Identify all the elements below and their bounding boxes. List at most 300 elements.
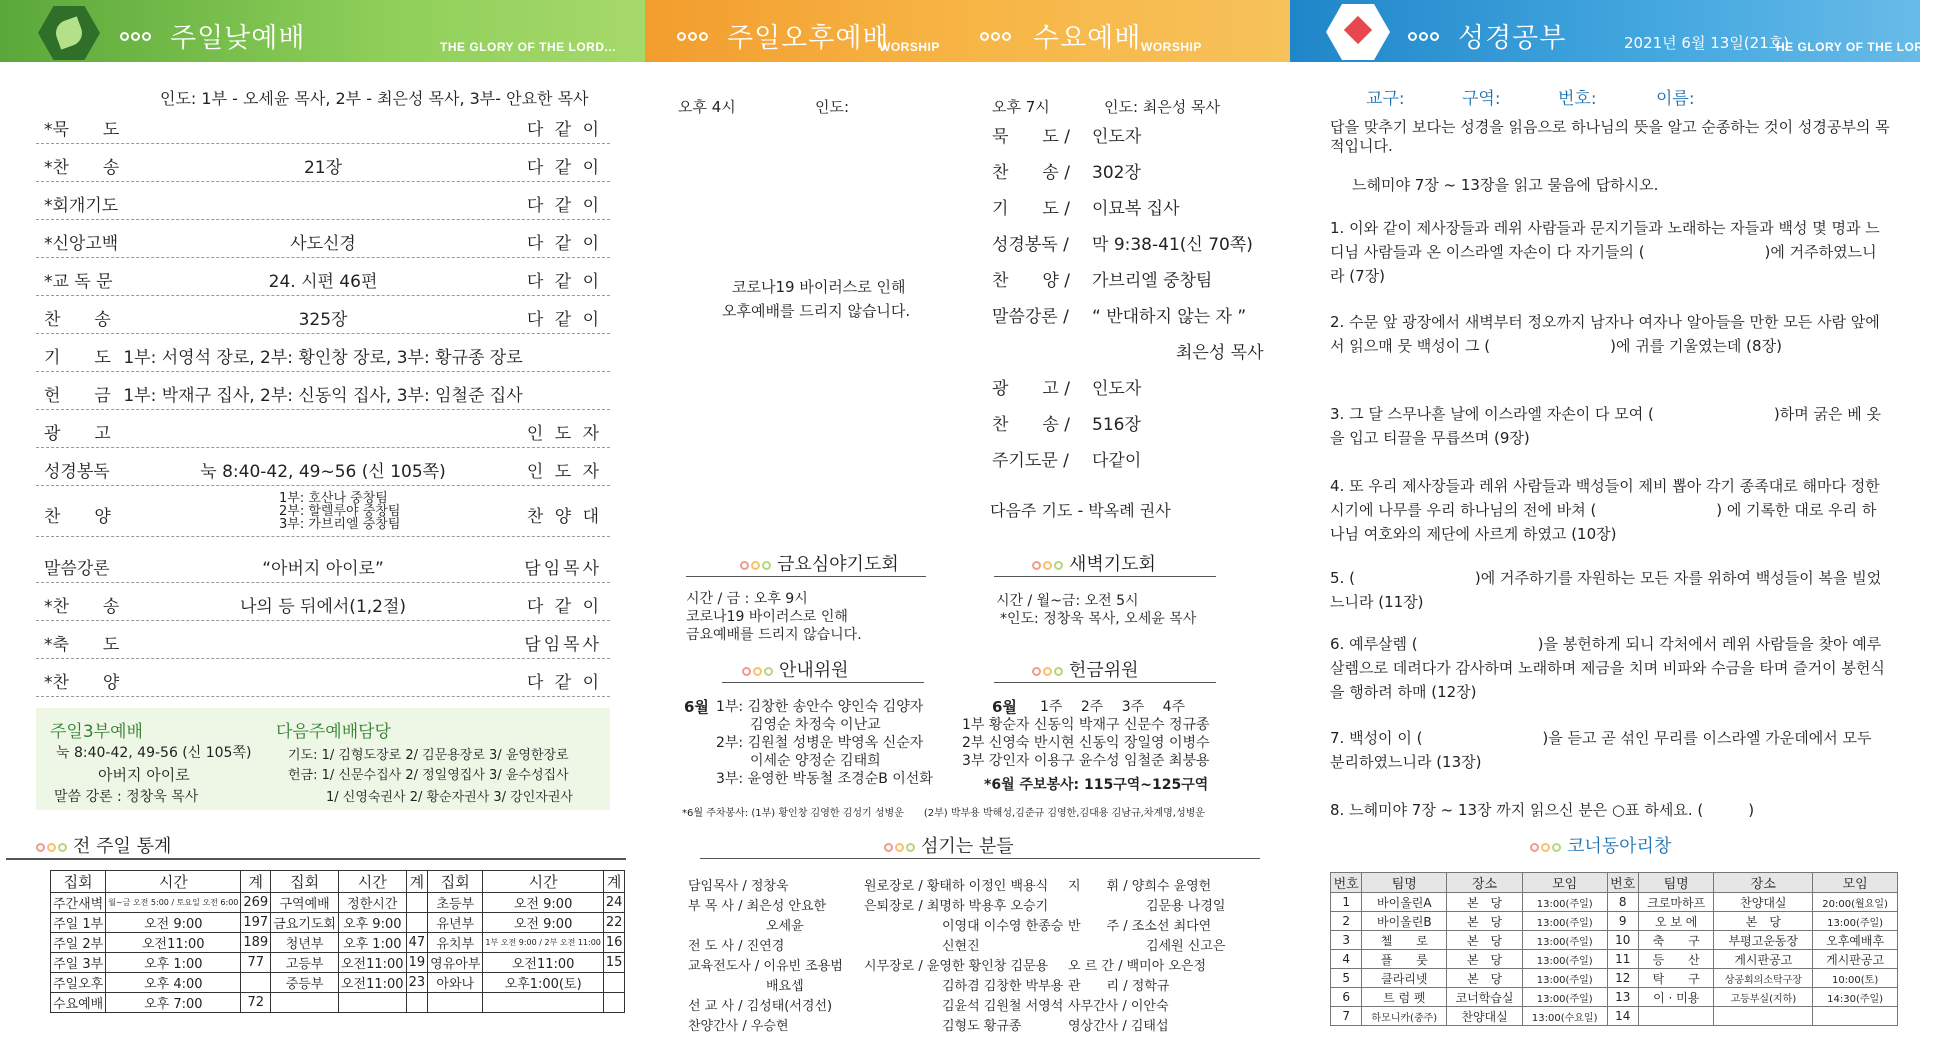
row-content: 1부: 박재구 집사, 2부: 신동익 집사, 3부: 임철준 집사: [123, 386, 523, 406]
staff-line: 찬양간사 / 우승현: [688, 1019, 789, 1034]
row-content: “아버지 아이로”: [262, 559, 384, 579]
club-row: [1331, 969, 1898, 988]
stats-cell: [271, 993, 339, 1013]
club-cell: 게시판공고: [1813, 950, 1898, 969]
club-cell: [1714, 1007, 1813, 1026]
friday-notice-2: 금요예배를 드리지 않습니다.: [686, 627, 862, 643]
club-cell: 클라리넷: [1362, 969, 1447, 988]
stats-cell: 주일 3부: [51, 953, 106, 973]
club-cell: 10:00(토): [1813, 969, 1898, 988]
stats-header: 시간: [339, 871, 407, 893]
stats-cell: 고등부: [271, 953, 339, 973]
club-cell: 첼 로: [1362, 931, 1447, 950]
club-cell: 본 당: [1447, 912, 1523, 931]
stats-cell: 오후 7:00: [106, 993, 241, 1013]
divider: [6, 858, 626, 860]
club-cell: 찬양대실: [1447, 1007, 1523, 1026]
club-cell: 오 보 에: [1638, 912, 1714, 931]
club-cell: 바이올린A: [1362, 893, 1447, 912]
club-cell: 13:00(주일): [1522, 912, 1607, 931]
ushers-line: 3부: 윤영한 박동철 조경순B 이선화: [716, 771, 933, 787]
club-cell: 13:00(주일): [1522, 969, 1607, 988]
stats-cell: 중등부: [271, 973, 339, 993]
stats-cell: 오전 9:00: [483, 893, 604, 913]
order-row: [36, 621, 610, 659]
club-title-text: 코너동아리창: [1567, 836, 1672, 857]
stats-cell: [428, 993, 483, 1013]
staff-line: 원로장로 / 황태하 이정인 백용식: [864, 879, 1049, 894]
row-label: 기 도: [44, 348, 111, 368]
row-label: 헌 금: [44, 386, 111, 406]
row-content: 사도신경: [290, 234, 356, 254]
staff-line: 김세원 신고은: [1068, 939, 1226, 954]
choir-line: 2부: 할렐루야 중창팀: [279, 504, 401, 519]
stats-cell: 수요예배: [51, 993, 106, 1013]
header-dots-icon: [980, 32, 1011, 41]
wed-item-label: 광 고 /: [992, 379, 1070, 399]
club-header: 팀명: [1362, 873, 1447, 893]
wed-item-value: 인도자: [1092, 127, 1142, 147]
club-cell: 13: [1607, 988, 1638, 1007]
study-question: 2. 수문 앞 광장에서 새벽부터 정오까지 남자나 여자나 알아들을 만한 모든 사람 앞에서 읽으매 뭇 백성이 그 ( )에 귀를 기울였는데 (8장): [1330, 313, 1880, 355]
header-sub-wednesday: WORSHIP: [1141, 40, 1202, 54]
club-cell: 7: [1331, 1007, 1362, 1026]
offering-line: 2부 신영숙 반시현 신동익 장일영 이병수: [962, 735, 1210, 751]
stats-cell: 주일오후: [51, 973, 106, 993]
order-row: [36, 410, 610, 448]
order-row: [36, 372, 610, 410]
club-cell: 플 룻: [1362, 950, 1447, 969]
club-cell: 13:00(주일): [1522, 931, 1607, 950]
row-right: 담임목사: [524, 635, 602, 655]
stats-title-text: 전 주일 통계: [73, 836, 172, 857]
stats-row: [51, 953, 625, 973]
stats-cell: 197: [241, 913, 271, 933]
stats-cell: 오전 9:00: [483, 913, 604, 933]
header-title-afternoon: 주일오후예배: [727, 23, 890, 54]
wed-item-value: 다같이: [1092, 451, 1142, 471]
header-dots-icon: [1408, 32, 1439, 41]
row-label: *찬 송: [44, 597, 120, 617]
next-week-prayer: 기도: 1/ 김형도장로 2/ 김문용장로 3/ 윤영한장로: [288, 748, 569, 763]
ushers-line: 김영순 차정숙 이난교: [750, 717, 881, 733]
leaders-line: 인도: 1부 - 오세윤 목사, 2부 - 최은성 목사, 3부- 안요한 목사: [160, 89, 589, 108]
row-label: 성경봉독: [44, 462, 110, 482]
row-right: 인 도 자: [526, 424, 602, 444]
header-title: 주일낮예배: [170, 23, 306, 54]
row-label: *찬 송: [44, 158, 120, 178]
wed-item-value: 이묘복 집사: [1092, 199, 1180, 219]
study-question: 4. 또 우리 제사장들과 레위 사람들과 백성들이 제비 뽑아 각기 종족대로 해마다 정한 시기에 나무를 우리 하나님의 전에 바쳐 ( ) 에 기록한 대로 우리 하나님 여호와의 제단에 사르게 하였고 (10장): [1330, 477, 1880, 543]
order-row: [36, 106, 610, 144]
club-cell: 1: [1331, 893, 1362, 912]
club-cell: 2: [1331, 912, 1362, 931]
club-cell: 축 구: [1638, 931, 1714, 950]
stats-cell: [603, 973, 625, 993]
offering-line: 1부 황순자 신동익 박재구 신문수 정규종: [962, 717, 1210, 733]
club-cell: 이 · 미용: [1638, 988, 1714, 1007]
heart-icon: [1344, 16, 1372, 44]
staff-line: 영상간사 / 김태섭: [1068, 1019, 1169, 1034]
wed-item-label: 묵 도 /: [992, 127, 1070, 147]
choir-line: 1부: 호산나 중창팀: [279, 491, 388, 506]
study-question: 7. 백성이 이 ( )을 듣고 곧 섞인 무리를 이스라엘 가운데에서 모두 분리하였느니라 (13장): [1330, 729, 1872, 771]
staff-line: 김형도 황규종: [864, 1019, 1022, 1034]
stats-cell: 오후 1:00: [106, 953, 241, 973]
row-content: 24. 시편 46편: [268, 272, 378, 292]
stats-header: 계: [406, 871, 428, 893]
stats-cell: 77: [241, 953, 271, 973]
stats-cell: 구역예배: [271, 893, 339, 913]
wed-item-value: 인도자: [1092, 379, 1142, 399]
section-dots-icon: [36, 843, 67, 852]
offering-line: 3부 강인자 이용구 윤수성 임철준 최붕용: [962, 753, 1210, 769]
stats-cell: 영유아부: [428, 953, 483, 973]
staff-line: 오 르 간 / 백미아 오은정: [1068, 959, 1207, 974]
header-dots-icon: [677, 32, 708, 41]
club-cell: 10: [1607, 931, 1638, 950]
stats-cell: [406, 993, 428, 1013]
club-cell: 게시판공고: [1714, 950, 1813, 969]
club-cell: 5: [1331, 969, 1362, 988]
afternoon-time: 오후 4시: [678, 98, 736, 116]
club-row: [1331, 912, 1898, 931]
stats-cell: [603, 993, 625, 1013]
row-content: 나의 등 뒤에서(1,2절): [239, 597, 407, 617]
stats-cell: 오전 9:00: [106, 913, 241, 933]
club-cell: 13:00(주일): [1522, 893, 1607, 912]
stats-cell: [406, 913, 428, 933]
divider: [994, 682, 1216, 683]
row-label: *묵 도: [44, 120, 120, 140]
club-cell: 13:00(주일): [1522, 950, 1607, 969]
club-table: [1330, 872, 1898, 1026]
order-row: [36, 220, 610, 258]
study-question: 6. 예루살렘 ( )을 봉헌하게 되니 각처에서 레위 사람들을 찾아 예루살렘으로 데려다가 감사하며 노래하며 제금을 치며 비파와 수금을 타며 즐거이 봉헌식을 행하려 하매 (12장): [1330, 635, 1885, 701]
stats-header: 계: [603, 871, 625, 893]
issue-date: 2021년 6월 13일(21호): [1624, 34, 1790, 52]
club-cell: 3: [1331, 931, 1362, 950]
stats-header: 시간: [483, 871, 604, 893]
row-right: 다 같 이: [526, 158, 602, 178]
club-cell: 바이올린B: [1362, 912, 1447, 931]
serve-title-text: 섬기는 분들: [921, 836, 1014, 857]
row-right: 다 같 이: [526, 272, 602, 292]
stats-title: [36, 832, 171, 858]
club-cell: 본 당: [1447, 931, 1523, 950]
divider: [994, 576, 1216, 577]
study-question: 1. 이와 같이 제사장들과 레위 사람들과 문지기들과 노래하는 자들과 백성 몇 명과 느디님 사람들과 온 이스라엘 자손이 다 자기들의 ( )에 거주하였느니라 (7장): [1330, 219, 1880, 285]
row-label: *회개기도: [44, 196, 119, 216]
stats-cell: 47: [406, 933, 428, 953]
row-content: 325장: [298, 310, 348, 330]
wed-preacher: 최은성 목사: [1176, 343, 1264, 363]
ushers-line: 2부: 김원철 성병운 박영옥 신순자: [716, 735, 924, 751]
dawn-title: [1032, 550, 1156, 576]
staff-line: 신현진: [864, 939, 980, 954]
wed-leader: 인도: 최은성 목사: [1104, 98, 1221, 116]
study-intro: 답을 맞추기 보다는 성경을 읽음으로 하나님의 뜻을 알고 순종하는 것이 성경공부의 목적입니다.: [1330, 118, 1890, 155]
header-dots-icon: [120, 32, 151, 41]
next-week-offering: 헌금: 1/ 신문수집사 2/ 정일영집사 3/ 윤수성집사: [288, 768, 569, 783]
row-content: 눅 8:40-42, 49~56 (신 105쪽): [200, 462, 446, 482]
wed-time: 오후 7시: [992, 98, 1050, 116]
friday-notice-1: 코로나19 바이러스로 인해: [686, 609, 848, 625]
order-row: [36, 448, 610, 486]
third-service-title: 주일3부예배: [50, 722, 143, 742]
stats-cell: 1부 오전 9:00 / 2부 오전 11:00: [483, 933, 604, 953]
stats-cell: 오후 4:00: [106, 973, 241, 993]
friday-title: [740, 550, 899, 576]
offering-weeks: 1주 2주 3주 4주: [1040, 699, 1186, 715]
club-cell: 탁 구: [1638, 969, 1714, 988]
wed-item-label: 찬 송 /: [992, 163, 1070, 183]
header-subtitle: HE GLORY OF THE LORD...: [1776, 40, 1944, 54]
staff-line: 관 리 / 정학규: [1068, 979, 1170, 994]
club-cell: 본 당: [1447, 969, 1523, 988]
club-header: 번호: [1331, 873, 1362, 893]
stats-cell: [483, 993, 604, 1013]
row-right: 다 같 이: [526, 673, 602, 693]
row-right: 다 같 이: [526, 310, 602, 330]
order-row-choir: [36, 487, 610, 537]
leaf-icon: [52, 16, 85, 49]
order-row: [36, 258, 610, 296]
stats-cell: [406, 893, 428, 913]
stats-row: [51, 893, 625, 913]
stats-cell: 오전11:00: [339, 953, 407, 973]
club-cell: 크로마하프: [1638, 893, 1714, 912]
club-cell: 20:00(월요일): [1813, 893, 1898, 912]
wed-item-label: 주기도문 /: [992, 451, 1069, 471]
stats-cell: 오후1:00(토): [483, 973, 604, 993]
offering-title: [1032, 656, 1139, 682]
dawn-time: 시간 / 월~금: 오전 5시: [996, 593, 1139, 609]
header-bible-study: [1290, 0, 1944, 62]
wed-item-value: 가브리엘 중창팀: [1092, 271, 1213, 291]
club-cell: 12: [1607, 969, 1638, 988]
study-question: 8. 느헤미야 7장 ~ 13장 까지 읽으신 분은 ○표 하세요. ( ): [1330, 801, 1755, 819]
header-sunday-morning: [0, 0, 645, 62]
section-dots-icon: [1530, 843, 1561, 852]
parking-volunteers: *6월 주차봉사: (1부) 황인창 김영한 김성기 성병운 (2부) 박부용 박해성,김준규 김영한,김대용 김남규,차계명,성병운: [682, 808, 1205, 819]
order-row: [36, 182, 610, 220]
row-right: 찬 양 대: [526, 507, 602, 527]
row-label: 광 고: [44, 424, 111, 444]
ushers-title-text: 안내위원: [779, 660, 849, 681]
stats-cell: 22: [603, 913, 625, 933]
offering-month: 6월: [992, 698, 1017, 716]
club-cell: 부평고운동장: [1714, 931, 1813, 950]
staff-line: 담임목사 / 정창욱: [688, 879, 789, 894]
stats-cell: 189: [241, 933, 271, 953]
club-cell: 11: [1607, 950, 1638, 969]
divider: [686, 576, 926, 577]
stats-cell: 주일 2부: [51, 933, 106, 953]
order-row: [36, 545, 610, 583]
staff-line: 지 휘 / 양희수 윤영헌: [1068, 879, 1212, 894]
stats-cell: 유치부: [428, 933, 483, 953]
order-row: [36, 296, 610, 334]
serve-title: [884, 832, 1014, 858]
third-service-sermon: 아버지 아이로: [98, 766, 190, 784]
stats-cell: 주일 1부: [51, 913, 106, 933]
club-cell: 코너학습실: [1447, 988, 1523, 1007]
stats-row: [51, 913, 625, 933]
header-title-wednesday: 수요예배: [1033, 23, 1142, 54]
row-content: 21장: [303, 158, 343, 178]
row-label: 찬 양: [44, 507, 111, 527]
row-right: 인 도 자: [526, 462, 602, 482]
stats-cell: 오전11:00: [483, 953, 604, 973]
afternoon-notice-2: 오후예배를 드리지 않습니다.: [722, 302, 911, 320]
stats-cell: [241, 973, 271, 993]
row-label: *축 도: [44, 635, 120, 655]
club-cell: 트 럼 펫: [1362, 988, 1447, 1007]
staff-line: 부 목 사 / 최은성 안요한: [688, 899, 827, 914]
choir-line: 3부: 가브리엘 중창팀: [279, 517, 401, 532]
club-cell: 13:00(수요일): [1522, 1007, 1607, 1026]
club-cell: 14:30(주일): [1813, 988, 1898, 1007]
stats-row: [51, 973, 625, 993]
staff-line: 선 교 사 / 김성태(서경선): [688, 999, 833, 1014]
stats-cell: 오전11:00: [339, 973, 407, 993]
stats-cell: 오후 9:00: [339, 913, 407, 933]
section-dots-icon: [1032, 667, 1063, 676]
study-task: 느헤미야 7장 ~ 13장을 읽고 물음에 답하시오.: [1352, 176, 1659, 194]
stats-header: 집회: [271, 871, 339, 893]
friday-time: 시간 / 금 : 오후 9시: [686, 591, 808, 607]
row-right: 담임목사: [524, 559, 602, 579]
stats-header: 집회: [51, 871, 106, 893]
stats-cell: 월~금 오전 5:00 / 토요일 오전 6:00: [106, 893, 241, 913]
form-name: 이름:: [1656, 89, 1695, 109]
order-row: [36, 659, 610, 697]
offering-title-text: 헌금위원: [1069, 660, 1139, 681]
club-cell: 하모니카(중주): [1362, 1007, 1447, 1026]
club-cell: [1813, 1007, 1898, 1026]
club-cell: 등 산: [1638, 950, 1714, 969]
wed-item-label: 성경봉독 /: [992, 235, 1069, 255]
row-right: 다 같 이: [526, 120, 602, 140]
stats-cell: 19: [406, 953, 428, 973]
club-title: [1530, 832, 1671, 858]
dawn-leaders: *인도: 정창욱 목사, 오세윤 목사: [1000, 611, 1197, 627]
stats-table: [50, 870, 625, 1013]
stats-cell: 초등부: [428, 893, 483, 913]
club-row: [1331, 988, 1898, 1007]
club-cell: [1638, 1007, 1714, 1026]
stats-cell: 269: [241, 893, 271, 913]
club-header: 모임: [1522, 873, 1607, 893]
wed-item-value: 302장: [1092, 163, 1141, 183]
stats-cell: 오후 1:00: [339, 933, 407, 953]
third-service-preacher: 말씀 강론 : 정창욱 목사: [54, 789, 199, 805]
club-row: [1331, 893, 1898, 912]
form-number: 번호:: [1558, 89, 1597, 109]
divider: [700, 858, 1260, 859]
staff-line: 이영대 이수영 한종승: [864, 919, 1064, 934]
study-question: 3. 그 달 스무나흗 날에 이스라엘 자손이 다 모여 ( )하며 굵은 베 옷을 입고 티끌을 무릅쓰며 (9장): [1330, 405, 1881, 447]
club-cell: 13:00(주일): [1522, 988, 1607, 1007]
club-cell: 9: [1607, 912, 1638, 931]
staff-line: 교육전도사 / 이유빈 조용범: [688, 959, 843, 974]
stats-cell: 청년부: [271, 933, 339, 953]
stats-row: [51, 933, 625, 953]
header-sub-afternoon: WORSHIP: [879, 40, 940, 54]
club-header: 장소: [1714, 873, 1813, 893]
club-cell: 4: [1331, 950, 1362, 969]
stats-cell: [339, 993, 407, 1013]
section-dots-icon: [742, 667, 773, 676]
ushers-title: [742, 656, 849, 682]
staff-line: 김문용 나경일: [1068, 899, 1226, 914]
third-service-passage: 눅 8:40-42, 49-56 (신 105쪽): [56, 745, 252, 761]
club-cell: 14: [1607, 1007, 1638, 1026]
club-cell: 13:00(주일): [1813, 912, 1898, 931]
wed-item-label: 말씀강론 /: [992, 307, 1069, 327]
wed-item-label: 찬 송 /: [992, 415, 1070, 435]
staff-line: 은퇴장로 / 최명하 박용후 오승기: [864, 899, 1049, 914]
club-header: 모임: [1813, 873, 1898, 893]
logo-heart-hexagon-icon: [1326, 4, 1390, 60]
order-row: [36, 144, 610, 182]
club-cell: 본 당: [1447, 950, 1523, 969]
study-question: 5. ( )에 거주하기를 자원하는 모든 자를 위하여 백성들이 복을 빌었느니라 (11장): [1330, 569, 1882, 611]
stats-cell: 금요기도회: [271, 913, 339, 933]
stats-header: 집회: [428, 871, 483, 893]
stats-header: 시간: [106, 871, 241, 893]
club-cell: 오후예배후: [1813, 931, 1898, 950]
bulletin-volunteers: *6월 주보봉사: 115구역~125구역: [984, 777, 1209, 793]
wed-next-prayer: 다음주 기도 - 박옥례 권사: [990, 501, 1171, 520]
staff-line: 전 도 사 / 진연경: [688, 939, 785, 954]
staff-line: 반 주 / 조소선 최다연: [1068, 919, 1212, 934]
staff-line: 시무장로 / 윤영한 황인창 김문용: [864, 959, 1049, 974]
next-week-title: 다음주예배담당: [276, 722, 391, 742]
section-dots-icon: [740, 561, 771, 570]
wed-item-value: “ 반대하지 않는 자 ”: [1092, 307, 1247, 327]
divider: [722, 682, 924, 683]
stats-cell: 15: [603, 953, 625, 973]
stats-cell: 23: [406, 973, 428, 993]
stats-cell: 주간새벽: [51, 893, 106, 913]
section-dots-icon: [884, 843, 915, 852]
row-label: *신앙고백: [44, 234, 119, 254]
next-week-offering-2: 1/ 신영숙권사 2/ 황순자권사 3/ 강인자권사: [326, 790, 573, 805]
choir-lines: [279, 492, 400, 531]
row-right: 다 같 이: [526, 196, 602, 216]
staff-line: 김하겸 김창한 박부용: [864, 979, 1064, 994]
club-row: [1331, 950, 1898, 969]
afternoon-leader: 인도:: [815, 98, 850, 116]
dawn-title-text: 새벽기도회: [1069, 554, 1156, 575]
wed-item-label: 기 도 /: [992, 199, 1070, 219]
row-right: 다 같 이: [526, 597, 602, 617]
stats-cell: 정한시간: [339, 893, 407, 913]
stats-cell: 오전11:00: [106, 933, 241, 953]
club-row: [1331, 1007, 1898, 1026]
staff-line: 김윤석 김원철 서영석: [864, 999, 1064, 1014]
club-row: [1331, 931, 1898, 950]
row-label: *교 독 문: [44, 272, 113, 292]
header-title: 성경공부: [1458, 23, 1567, 54]
wed-item-label: 찬 양 /: [992, 271, 1070, 291]
row-content: 1부: 서영석 장로, 2부: 황인창 장로, 3부: 황규종 장로: [123, 348, 523, 368]
stats-cell: 24: [603, 893, 625, 913]
row-label: 말씀강론: [44, 559, 110, 579]
staff-line: 사무간사 / 이안숙: [1068, 999, 1169, 1014]
